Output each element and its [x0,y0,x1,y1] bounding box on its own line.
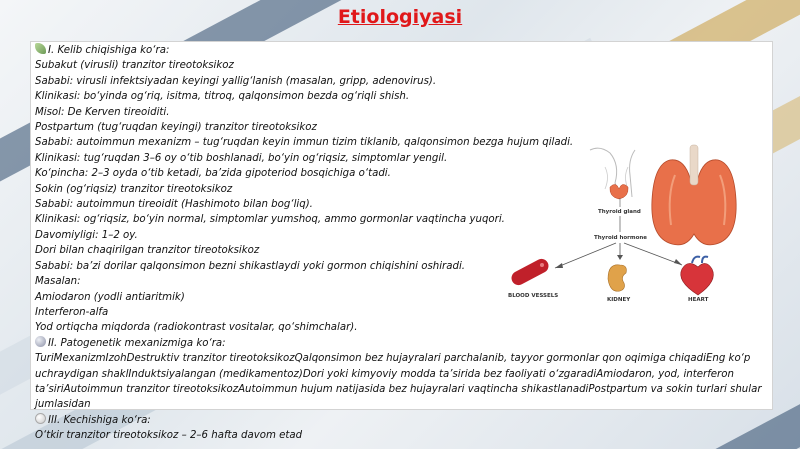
kidney-label: KIDNEY [607,297,631,303]
slide-title: Etiologiyasi [337,6,463,28]
text-line: Ko‘pincha: 2–3 oyda o‘tib ketadi, ba’zida gipoteriod bosqichiga o‘tadi. [35,168,391,180]
text-line: Davomiyligi: 1–2 oy. [35,229,138,241]
clock-icon [35,413,46,424]
text-line: Amiodaron (yodli antiaritmik) [35,291,185,303]
text-line: Misol: De Kerven tireoiditi. [35,106,170,118]
text-line: Klinikasi: tug‘ruqdan 3–6 oy o‘tib boshlanadi, bo‘yin og‘riqsiz, simptomlar yengil. [35,152,448,164]
section-heading-pathogenesis: II. Patogenetik mexanizmiga ko‘ra: [35,336,765,351]
small-thyroid-icon [610,184,628,199]
text-line: Sokin (og‘riqsiz) tranzitor tireotoksikoz [35,183,233,195]
text-line: Sababi: autoimmun mexanizm – tug‘ruqdan keyin immun tizim tiklanib, qalqonsimon bezga hujum qiladi. [35,137,574,149]
text-line: O‘tkir tranzitor tireotoksikoz – 2–6 hafta davom etad [35,430,303,442]
text-line: Masalan: [35,276,81,288]
kidney-icon [608,265,626,291]
text-line: Klinikasi: bo‘yinda og‘riq, isitma, titroq, qalqonsimon bezda og‘riqli shish. [35,91,410,103]
blood-vessel-icon [509,256,551,287]
text-line: Subakut (virusli) tranzitor tireotoksikoz [35,60,234,72]
text-line: Dori bilan chaqirilgan tranzitor tireotoksikoz [35,245,260,257]
pill-icon [35,336,46,347]
text-line: Sababi: ba’zi dorilar qalqonsimon bezni shikastlaydi yoki gormon chiqishini oshiradi. [35,260,466,272]
text-line: Interferon-alfa [35,306,109,318]
section-heading-origin: I. Kelib chiqishiga ko‘ra: [35,43,765,58]
text-line: Yod ortiqcha miqdorda (radiokontrast vositalar, qo‘shimchalar). [35,322,358,334]
thyroid-gland-icon [652,145,736,245]
heart-label: HEART [688,297,709,303]
text-line: Sababi: virusli infektsiyadan keyingi yallig‘lanish (masalan, gripp, adenovirus). [35,75,437,87]
text-line: Sababi: autoimmun tireoidit (Hashimoto bilan bog‘liq). [35,199,313,211]
heart-icon [681,257,714,295]
section-heading-course: III. Kechishiga ko‘ra: [35,413,765,428]
leaf-icon [35,43,46,54]
pathogenesis-paragraph: TuriMexanizmIzohDestruktiv tranzitor tireotoksikozQalqonsimon bez hujayralari parchalanib, tayyor gormonlar qon oqimiga chiqadiEng ko‘p uchraydigan shaklInduktsiyalangan (medikamentoz)Dori yoki kimyoviy modda ta’sirida bez faoliyati o‘zgaradiAmiodaron, yod, interferon ta’siriAutoimmun tranzitor tireotoksikozAutoimmun hujum natijasida bez hujayralari vaqtincha shikastlanadiPostpartum va sokin turlari shular jumlasidan [35,353,762,411]
thyroid-figure [470,105,740,310]
thyroid-gland-label: Thyroid gland [598,209,641,215]
text-line: Postpartum (tug‘ruqdan keyingi) tranzitor tireotoksikoz [35,122,317,134]
blood-vessels-label: BLOOD VESSELS [508,293,559,299]
text-line: Klinikasi: og‘riqsiz, bo‘yin normal, simptomlar yumshoq, ammo gormonlar vaqtincha yuqori. [35,214,505,226]
thyroid-hormone-label: Thyroid hormone [594,235,648,241]
